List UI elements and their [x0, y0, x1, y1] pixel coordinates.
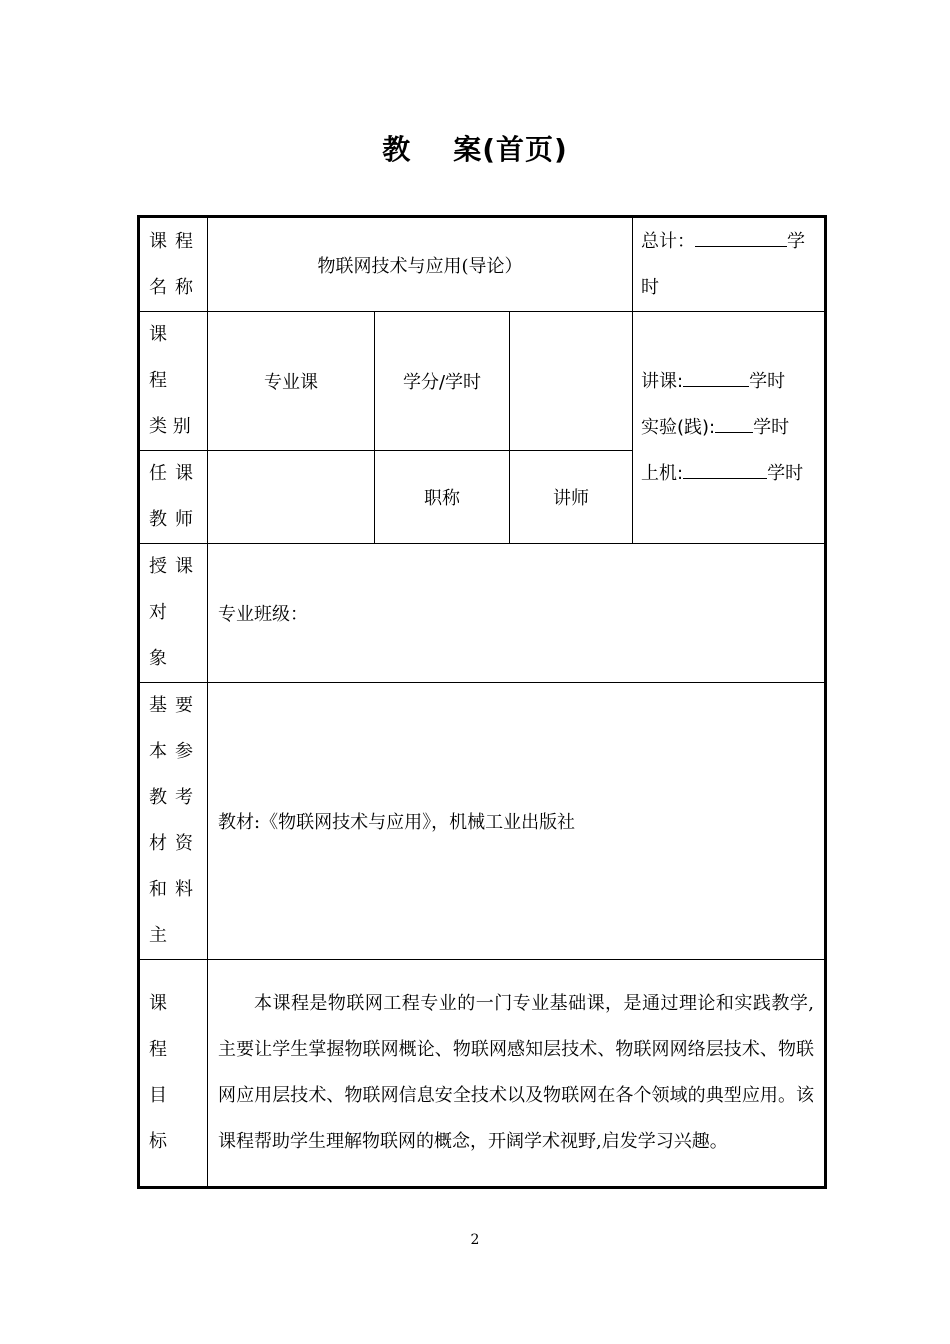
references-label: 基 要 本 参 教 考 材 资 和 料 主 [139, 683, 208, 960]
lesson-plan-table [137, 215, 827, 1189]
lab-hours: 实验(践): 学时 [641, 416, 790, 438]
title-part-1: 教 [382, 133, 412, 166]
audience-row [139, 544, 826, 683]
references-row [139, 683, 826, 960]
course-type-label: 课 程 类 别 [139, 312, 208, 451]
title-part-2: 案(首页) [453, 133, 568, 166]
page-number: 2 [470, 1232, 480, 1248]
textbook-reference: 教材:《物联网技术与应用》，机械工业出版社 [208, 683, 826, 960]
total-hours-label: 总计： [641, 230, 696, 252]
objectives-row [139, 960, 826, 1188]
job-title-value: 讲师 [510, 451, 633, 544]
hours-breakdown [633, 312, 826, 544]
audience-classes: 专业班级： [208, 544, 826, 683]
total-hours-blank[interactable] [695, 232, 787, 247]
course-name-value: 物联网技术与应用(导论） [208, 217, 633, 312]
credit-hours-label: 学分/学时 [375, 312, 510, 451]
course-name-row [139, 217, 826, 312]
teacher-label: 任 课 教 师 [139, 451, 208, 544]
course-name-label: 课 程 名 称 [139, 217, 208, 312]
lecture-hours: 讲课: 学时 [641, 370, 786, 392]
objectives-label: 课 程 目 标 [139, 960, 208, 1188]
lab-hours-blank[interactable] [715, 418, 753, 433]
computer-hours-blank[interactable] [683, 464, 767, 479]
computer-hours: 上机: 学时 [641, 462, 804, 484]
lecture-hours-blank[interactable] [683, 372, 749, 387]
course-type-value: 专业课 [208, 312, 375, 451]
audience-label: 授 课 对 象 [139, 544, 208, 683]
credit-hours-value [510, 312, 633, 451]
teacher-name [208, 451, 375, 544]
course-objectives-text: 本课程是物联网工程专业的一门专业基础课，是通过理论和实践教学,主要让学生掌握物联网概论、物联网感知层技术、物联网网络层技术、物联网应用层技术、物联网信息安全技术以及物联网在各个领域的典型应用。该课程帮助学生理解物联网的概念，开阔学术视野,启发学习兴趣。 [208, 960, 826, 1188]
page-title [0, 128, 950, 168]
total-hours-cell: 总计： 学 时 [633, 217, 826, 312]
job-title-label: 职称 [375, 451, 510, 544]
course-type-row [139, 312, 826, 451]
